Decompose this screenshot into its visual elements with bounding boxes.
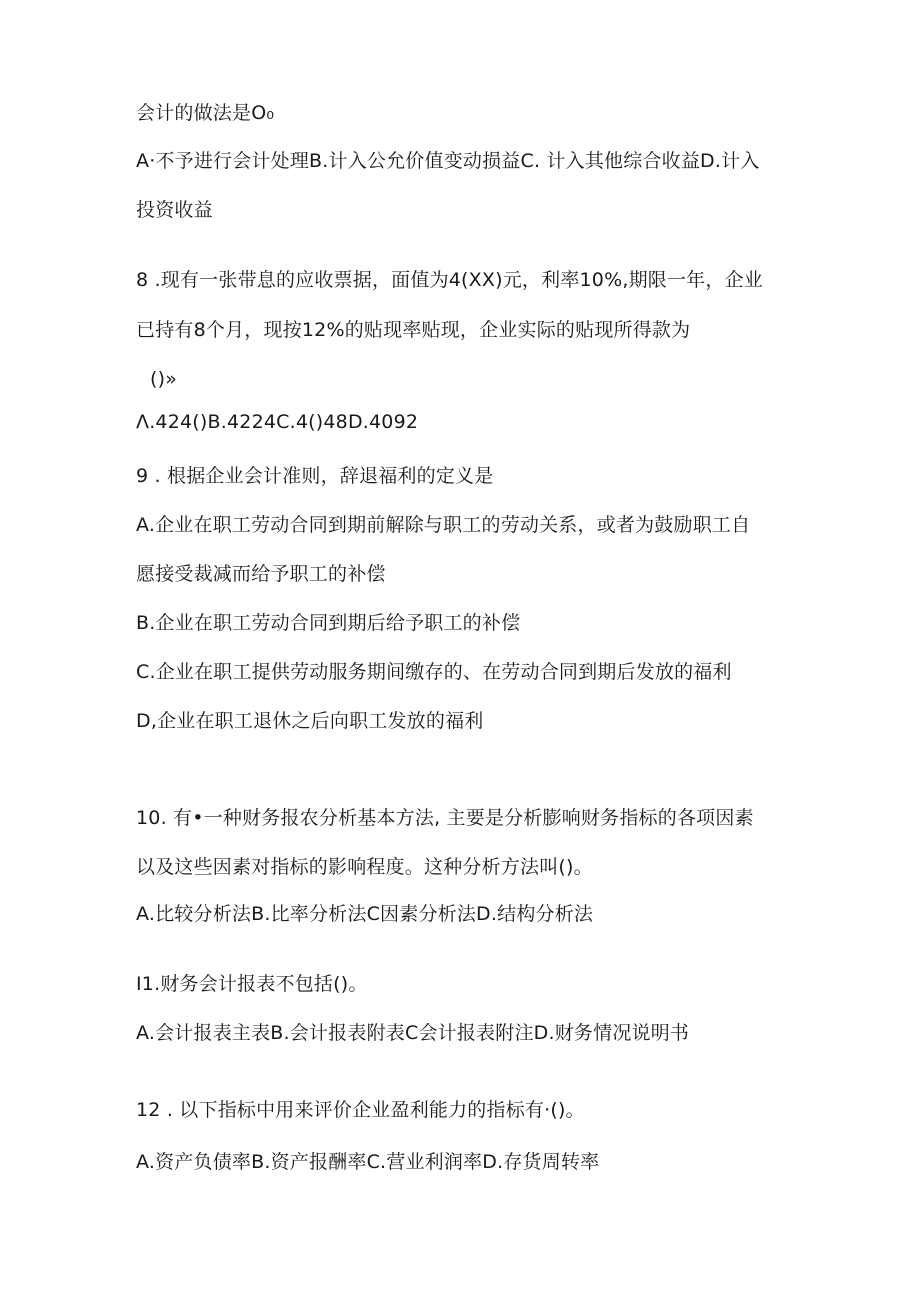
text-line-q9-option-a-cont: 愿接受裁减而给予职工的补偿 bbox=[136, 563, 386, 585]
text-line-q8-stem: 8 .现有一张带息的应收票据，面值为4(XX)元，利率10%,期限一年，企业 bbox=[136, 269, 763, 291]
text-line-q7-options: A·不予进行会计处理B.计入公允价值变动损益C. 计入其他综合收益D.计入 bbox=[136, 150, 760, 172]
text-line-q10-stem-cont: 以及这些因素对指标的影响程度。这种分析方法叫()。 bbox=[136, 856, 593, 878]
text-line-q8-blank: ()» bbox=[150, 368, 178, 390]
text-line-q12-stem: 12 . 以下指标中用来评价企业盈利能力的指标有·()。 bbox=[136, 1099, 585, 1121]
text-line-q10-options: A.比较分析法B.比率分析法C因素分析法D.结构分析法 bbox=[136, 903, 594, 925]
text-line-q7-stem-end: 会计的做法是O₀ bbox=[136, 102, 275, 124]
text-line-q8-stem-cont: 已持有8个月，现按12%的贴现率贴现，企业实际的贴现所得款为 bbox=[136, 319, 691, 341]
text-line-q7-options-cont: 投资收益 bbox=[136, 199, 213, 221]
text-line-q9-option-d: D,企业在职工退休之后向职工发放的福利 bbox=[136, 710, 484, 732]
text-line-q12-options: A.资产负债率B.资产报酬率C.营业利润率D.存货周转率 bbox=[136, 1151, 600, 1173]
text-line-q9-option-c: C.企业在职工提供劳动服务期间缴存的、在劳动合同到期后发放的福利 bbox=[136, 661, 732, 683]
text-line-q8-options: Λ.424()B.4224C.4()48D.4092 bbox=[136, 411, 419, 433]
text-line-q11-options: A.会计报表主表B.会计报表附表C会计报表附注D.财务情况说明书 bbox=[136, 1022, 690, 1044]
text-line-q9-option-a: A.企业在职工劳动合同到期前解除与职工的劳动关系，或者为鼓励职工自 bbox=[136, 514, 751, 536]
text-line-q10-stem: 10. 有•一种财务报农分析基本方法, 主要是分析膨响财务指标的各项因素 bbox=[136, 807, 754, 829]
text-line-q11-stem: I1.财务会计报表不包括()。 bbox=[136, 973, 368, 995]
text-line-q9-stem: 9 . 根据企业会计准则，辞退福利的定义是 bbox=[136, 465, 494, 487]
text-line-q9-option-b: B.企业在职工劳动合同到期后给予职工的补偿 bbox=[136, 612, 521, 634]
